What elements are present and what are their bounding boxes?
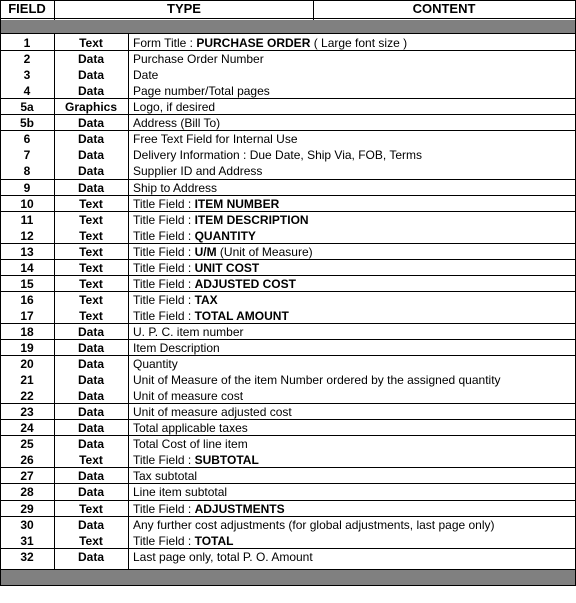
field-cell: 16 (20, 292, 34, 307)
content-cell (133, 260, 259, 276)
table-top-border (0, 0, 576, 1)
content-bold-text: SUBTOTAL (194, 453, 259, 468)
table-row (0, 260, 576, 276)
content-cell (133, 67, 158, 83)
content-after-text: (Unit of Measure) (216, 244, 313, 259)
table-row (0, 388, 576, 404)
field-cell: 4 (23, 84, 31, 99)
content-bold-text: ITEM DESCRIPTION (194, 212, 309, 227)
content-cell (133, 324, 243, 340)
type-cell: Data (77, 164, 104, 179)
table-row (0, 468, 576, 484)
table-row (0, 549, 576, 565)
field-cell: 26 (20, 453, 34, 468)
content-text: Address (Bill To) (133, 116, 221, 131)
content-cell (133, 180, 217, 196)
type-cell: Data (77, 357, 104, 371)
content-cell (133, 35, 407, 51)
type-cell: Text (79, 212, 103, 227)
type-cell: Graphics (64, 100, 118, 115)
content-text: Title Field : (133, 453, 195, 468)
content-text: Logo, if desired (133, 100, 216, 115)
type-cell: Data (77, 389, 104, 404)
table-row (0, 292, 576, 308)
content-cell (133, 404, 292, 420)
field-cell: 18 (20, 324, 34, 339)
content-text: Total Cost of line item (133, 437, 248, 452)
type-cell: Text (79, 244, 103, 259)
row-separator (0, 114, 576, 115)
content-text: Free Text Field for Internal Use (133, 132, 298, 147)
table-row (0, 228, 576, 244)
content-cell (133, 308, 289, 324)
content-cell (133, 212, 309, 228)
content-bold-text: TAX (194, 292, 218, 307)
header-bottom-border (0, 18, 576, 19)
header-divider-2 (313, 0, 314, 20)
header-divider-1 (54, 0, 55, 20)
field-cell: 31 (20, 533, 34, 548)
content-text: Title Field : (133, 196, 195, 211)
content-cell (133, 533, 233, 549)
table-row (0, 244, 576, 260)
row-separator (0, 323, 576, 324)
content-cell (133, 468, 197, 484)
table-row (0, 180, 576, 196)
row-separator (0, 259, 576, 260)
field-cell: 9 (23, 180, 31, 195)
table-row (0, 436, 576, 452)
field-cell: 3 (23, 68, 31, 83)
content-after-text: ( Large font size ) (310, 36, 408, 50)
table-row (0, 212, 576, 228)
table-row (0, 83, 576, 99)
field-cell: 28 (20, 485, 34, 500)
content-cell (133, 436, 248, 452)
field-cell: 24 (20, 421, 34, 436)
content-cell (133, 131, 298, 147)
type-cell: Data (77, 373, 104, 388)
table-row (0, 35, 576, 51)
top-shaded-band (0, 20, 576, 33)
content-text: Title Field : (133, 244, 195, 259)
type-cell: Data (77, 84, 104, 99)
type-cell: Data (77, 132, 104, 147)
type-cell: Data (77, 549, 104, 564)
content-text: Line item subtotal (133, 485, 228, 500)
content-text: Title Field : (133, 260, 195, 275)
field-cell: 19 (20, 340, 34, 355)
table-row (0, 163, 576, 179)
type-cell: Data (77, 68, 104, 83)
table-row (0, 308, 576, 324)
field-cell: 5b (19, 116, 34, 131)
content-text: Unit of Measure of the item Number ordered by the assigned quantity (133, 373, 501, 388)
type-cell: Data (77, 517, 104, 532)
table-row (0, 501, 576, 517)
field-cell: 12 (20, 228, 34, 243)
type-cell: Data (77, 485, 104, 500)
field-cell: 11 (20, 212, 34, 227)
content-text: Tax subtotal (133, 469, 198, 484)
content-cell (133, 452, 259, 468)
row-separator (0, 243, 576, 244)
row-separator (0, 195, 576, 196)
content-cell (133, 228, 256, 244)
row-separator (0, 483, 576, 484)
type-cell: Data (77, 340, 104, 355)
table-left-border (0, 0, 1, 586)
content-cell (133, 420, 248, 436)
content-text: Delivery Information : Due Date, Ship Via, FOB, Terms (133, 148, 423, 163)
content-cell (133, 244, 313, 260)
field-cell: 1 (23, 36, 31, 50)
table-row (0, 356, 576, 372)
field-cell: 2 (23, 52, 31, 66)
table-row (0, 517, 576, 533)
content-cell (133, 372, 501, 388)
content-cell (133, 163, 262, 179)
table-row (0, 196, 576, 212)
row-separator (0, 275, 576, 276)
table-row (0, 484, 576, 500)
field-cell: 22 (20, 389, 34, 404)
type-cell: Text (79, 533, 103, 548)
type-cell: Data (77, 437, 104, 452)
field-column-divider (54, 34, 55, 570)
row-separator (0, 339, 576, 340)
field-cell: 25 (20, 437, 34, 452)
field-cell: 23 (20, 405, 34, 420)
field-cell: 17 (20, 308, 34, 323)
content-cell (133, 276, 296, 292)
content-text: Unit of measure adjusted cost (133, 405, 292, 420)
content-cell (133, 83, 270, 99)
content-bold-text: ADJUSTED COST (194, 276, 296, 291)
table-row (0, 372, 576, 388)
row-separator (0, 548, 576, 549)
content-text: Quantity (133, 357, 178, 371)
row-separator (0, 355, 576, 356)
content-bold-text: ITEM NUMBER (194, 196, 280, 211)
row-separator (0, 179, 576, 180)
type-cell: Data (77, 421, 104, 436)
field-cell: 6 (23, 132, 31, 147)
content-text: Title Field : (133, 533, 195, 548)
row-separator (0, 467, 576, 468)
content-cell (133, 484, 227, 500)
content-cell (133, 147, 422, 163)
row-separator (0, 403, 576, 404)
field-cell: 10 (20, 196, 34, 211)
field-cell: 32 (20, 549, 34, 564)
table-row (0, 131, 576, 147)
field-cell: 20 (20, 357, 34, 371)
table-bottom-border (0, 585, 576, 586)
type-cell: Data (77, 180, 104, 195)
content-cell (133, 388, 243, 404)
content-cell (133, 99, 215, 115)
type-cell: Text (79, 453, 103, 468)
content-text: Page number/Total pages (133, 84, 270, 99)
type-cell: Text (79, 260, 103, 275)
type-cell: Data (77, 469, 104, 484)
content-text: Title Field : (133, 501, 195, 516)
content-bold-text: TOTAL AMOUNT (194, 308, 289, 323)
field-cell: 21 (20, 373, 34, 388)
content-cell (133, 340, 220, 356)
content-cell (133, 356, 178, 372)
content-text: Title Field : (133, 308, 195, 323)
table-row (0, 99, 576, 115)
content-text: Title Field : (133, 228, 195, 243)
type-cell: Data (77, 116, 104, 131)
content-text: Unit of measure cost (133, 389, 244, 404)
content-cell (133, 115, 220, 131)
row-separator (0, 50, 576, 51)
type-cell: Data (77, 52, 104, 66)
header-field: FIELD (8, 1, 46, 16)
row-separator (0, 419, 576, 420)
table-row (0, 340, 576, 356)
content-text: Item Description (133, 340, 220, 355)
table-row (0, 147, 576, 163)
type-cell: Data (77, 405, 104, 420)
field-cell: 14 (20, 260, 34, 275)
content-text: Title Field : (133, 212, 195, 227)
table-row (0, 452, 576, 468)
content-text: Supplier ID and Address (133, 164, 263, 179)
table-row (0, 533, 576, 549)
content-text: Ship to Address (133, 180, 218, 195)
table-row (0, 404, 576, 420)
field-cell: 7 (23, 148, 31, 163)
table-row (0, 420, 576, 436)
content-text: Title Field : (133, 292, 195, 307)
field-cell: 30 (20, 517, 34, 532)
table-row (0, 324, 576, 340)
content-bold-text: TOTAL (194, 533, 234, 548)
content-cell (133, 196, 279, 212)
row-separator (0, 98, 576, 99)
type-cell: Text (79, 36, 103, 50)
type-column-divider (128, 34, 129, 570)
content-bold-text: ADJUSTMENTS (194, 501, 285, 516)
table-row (0, 51, 576, 67)
field-cell: 29 (20, 501, 34, 516)
row-separator (0, 516, 576, 517)
body-bottom-border (0, 569, 576, 570)
type-cell: Text (79, 276, 103, 291)
content-cell (133, 549, 313, 565)
content-text: Total applicable taxes (133, 421, 248, 436)
type-cell: Text (79, 292, 103, 307)
content-cell (133, 292, 218, 308)
content-bold-text: UNIT COST (194, 260, 260, 275)
row-separator (0, 500, 576, 501)
content-text: Title Field : (133, 276, 195, 291)
type-cell: Data (77, 148, 104, 163)
table-row (0, 276, 576, 292)
field-cell: 8 (23, 164, 31, 179)
type-cell: Text (79, 501, 103, 516)
row-separator (0, 291, 576, 292)
table-row (0, 115, 576, 131)
row-separator (0, 435, 576, 436)
content-cell (133, 517, 495, 533)
content-text: Form Title : (133, 36, 197, 50)
type-cell: Text (79, 228, 103, 243)
type-cell: Text (79, 308, 103, 323)
content-bold-text: QUANTITY (194, 228, 256, 243)
field-cell: 13 (20, 244, 34, 259)
content-text: Any further cost adjustments (for global adjustments, last page only) (133, 517, 495, 532)
field-cell: 27 (20, 469, 34, 484)
content-text: Date (133, 68, 159, 83)
band-top-border (0, 33, 576, 34)
content-cell (133, 501, 285, 517)
content-text: U. P. C. item number (133, 324, 244, 339)
content-text: Last page only, total P. O. Amount (133, 549, 313, 564)
content-cell (133, 51, 264, 67)
field-cell: 5a (20, 100, 34, 115)
row-separator (0, 211, 576, 212)
content-text: Purchase Order Number (133, 52, 264, 66)
type-cell: Data (77, 324, 104, 339)
header-content: CONTENT (412, 1, 476, 16)
header-type: TYPE (167, 1, 201, 16)
content-bold-text: U/M (194, 244, 217, 259)
table-row (0, 67, 576, 83)
bottom-shaded-band (0, 570, 576, 585)
field-cell: 15 (20, 276, 34, 291)
row-separator (0, 130, 576, 131)
type-cell: Text (79, 196, 103, 211)
content-bold-text: PURCHASE ORDER (196, 36, 311, 50)
